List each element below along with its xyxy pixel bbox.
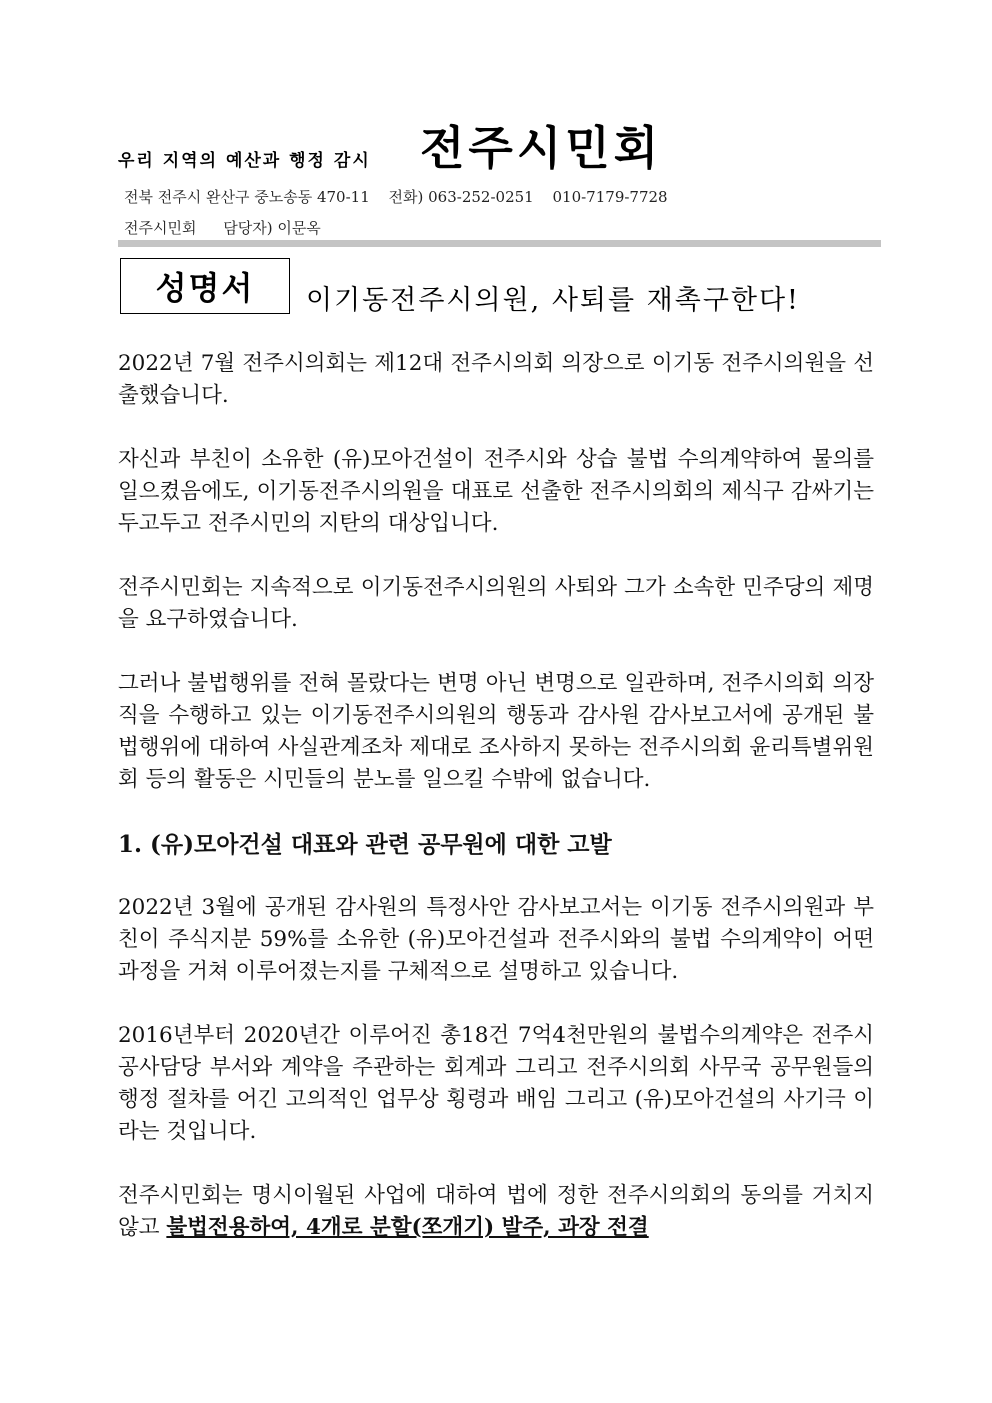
paragraph-4: 그러나 불법행위를 전혀 몰랐다는 변명 아닌 변명으로 일관하며, 전주시의회 의장직을 수행하고 있는 이기동전주시의원의 행동과 감사원 감사보고서에 공개된 불법행위에 대하여 사실관계조차 제대로 조사하지 못하는 전주시의회 윤리특별위원회 등의 활동은 시민들의 분노를 일으킬 수밖에 없습니다. — [118, 671, 874, 792]
statement-title: 이기동전주시의원, 사퇴를 재촉구한다! — [306, 285, 800, 316]
organization-name: 전주시민회 — [420, 121, 663, 175]
section-heading: 1. (유)모아건설 대표와 관련 공무원에 대한 고발 — [118, 831, 612, 858]
phone: 전화) 063-252-0251 — [388, 188, 534, 206]
contact-line — [124, 186, 682, 207]
section-paragraph-2: 2016년부터 2020년간 이루어진 총18건 7억4천만원의 불법수의계약은 전주시 공사담당 부서와 계약을 주관하는 회계과 그리고 전주시의회 사무국 공무원들의 행정 절차를 어긴 고의적인 업무상 횡령과 배임 그리고 (유)모아건설의 사기극 이라는 것입니다. — [118, 1023, 874, 1144]
statement-label-box: 성명서 — [120, 258, 290, 314]
address: 전북 전주시 완산구 중노송동 470-11 — [124, 188, 370, 206]
contact-person: 담당자) 이문옥 — [223, 219, 321, 237]
section-paragraph-1: 2022년 3월에 공개된 감사원의 특정사안 감사보고서는 이기동 전주시의원과 부친이 주식지분 59%를 소유한 (유)모아건설과 전주시와의 불법 수의계약이 어떤 과정을 거쳐 이루어졌는지를 구체적으로 설명하고 있습니다. — [118, 895, 874, 984]
header-divider — [118, 240, 881, 247]
section-paragraph-3 — [118, 1180, 874, 1244]
contact-person-line — [124, 217, 343, 238]
mobile: 010-7179-7728 — [552, 188, 668, 206]
letterhead — [118, 118, 888, 178]
emphasized-text: 불법전용하여, 4개로 분할(쪼개기) 발주, 과장 전결 — [166, 1215, 649, 1240]
document-body — [118, 348, 874, 1276]
paragraph-3: 전주시민회는 지속적으로 이기동전주시의원의 사퇴와 그가 소속한 민주당의 제명을 요구하였습니다. — [118, 575, 874, 632]
tagline: 우리 지역의 예산과 행정 감시 — [118, 151, 371, 171]
paragraph-1: 2022년 7월 전주시의회는 제12대 전주시의회 의장으로 이기동 전주시의원을 선출했습니다. — [118, 351, 874, 408]
section-paragraph-3-text: 전주시민회는 명시이월된 사업에 대하여 법에 정한 전주시의회의 동의를 거치지 않고 — [118, 1183, 874, 1240]
paragraph-2: 자신과 부친이 소유한 (유)모아건설이 전주시와 상습 불법 수의계약하여 물의를 일으켰음에도, 이기동전주시의원을 대표로 선출한 전주시의회의 제식구 감싸기는 두고두고 전주시민의 지탄의 대상입니다. — [118, 447, 874, 536]
org-short-name: 전주시민회 — [124, 219, 197, 237]
